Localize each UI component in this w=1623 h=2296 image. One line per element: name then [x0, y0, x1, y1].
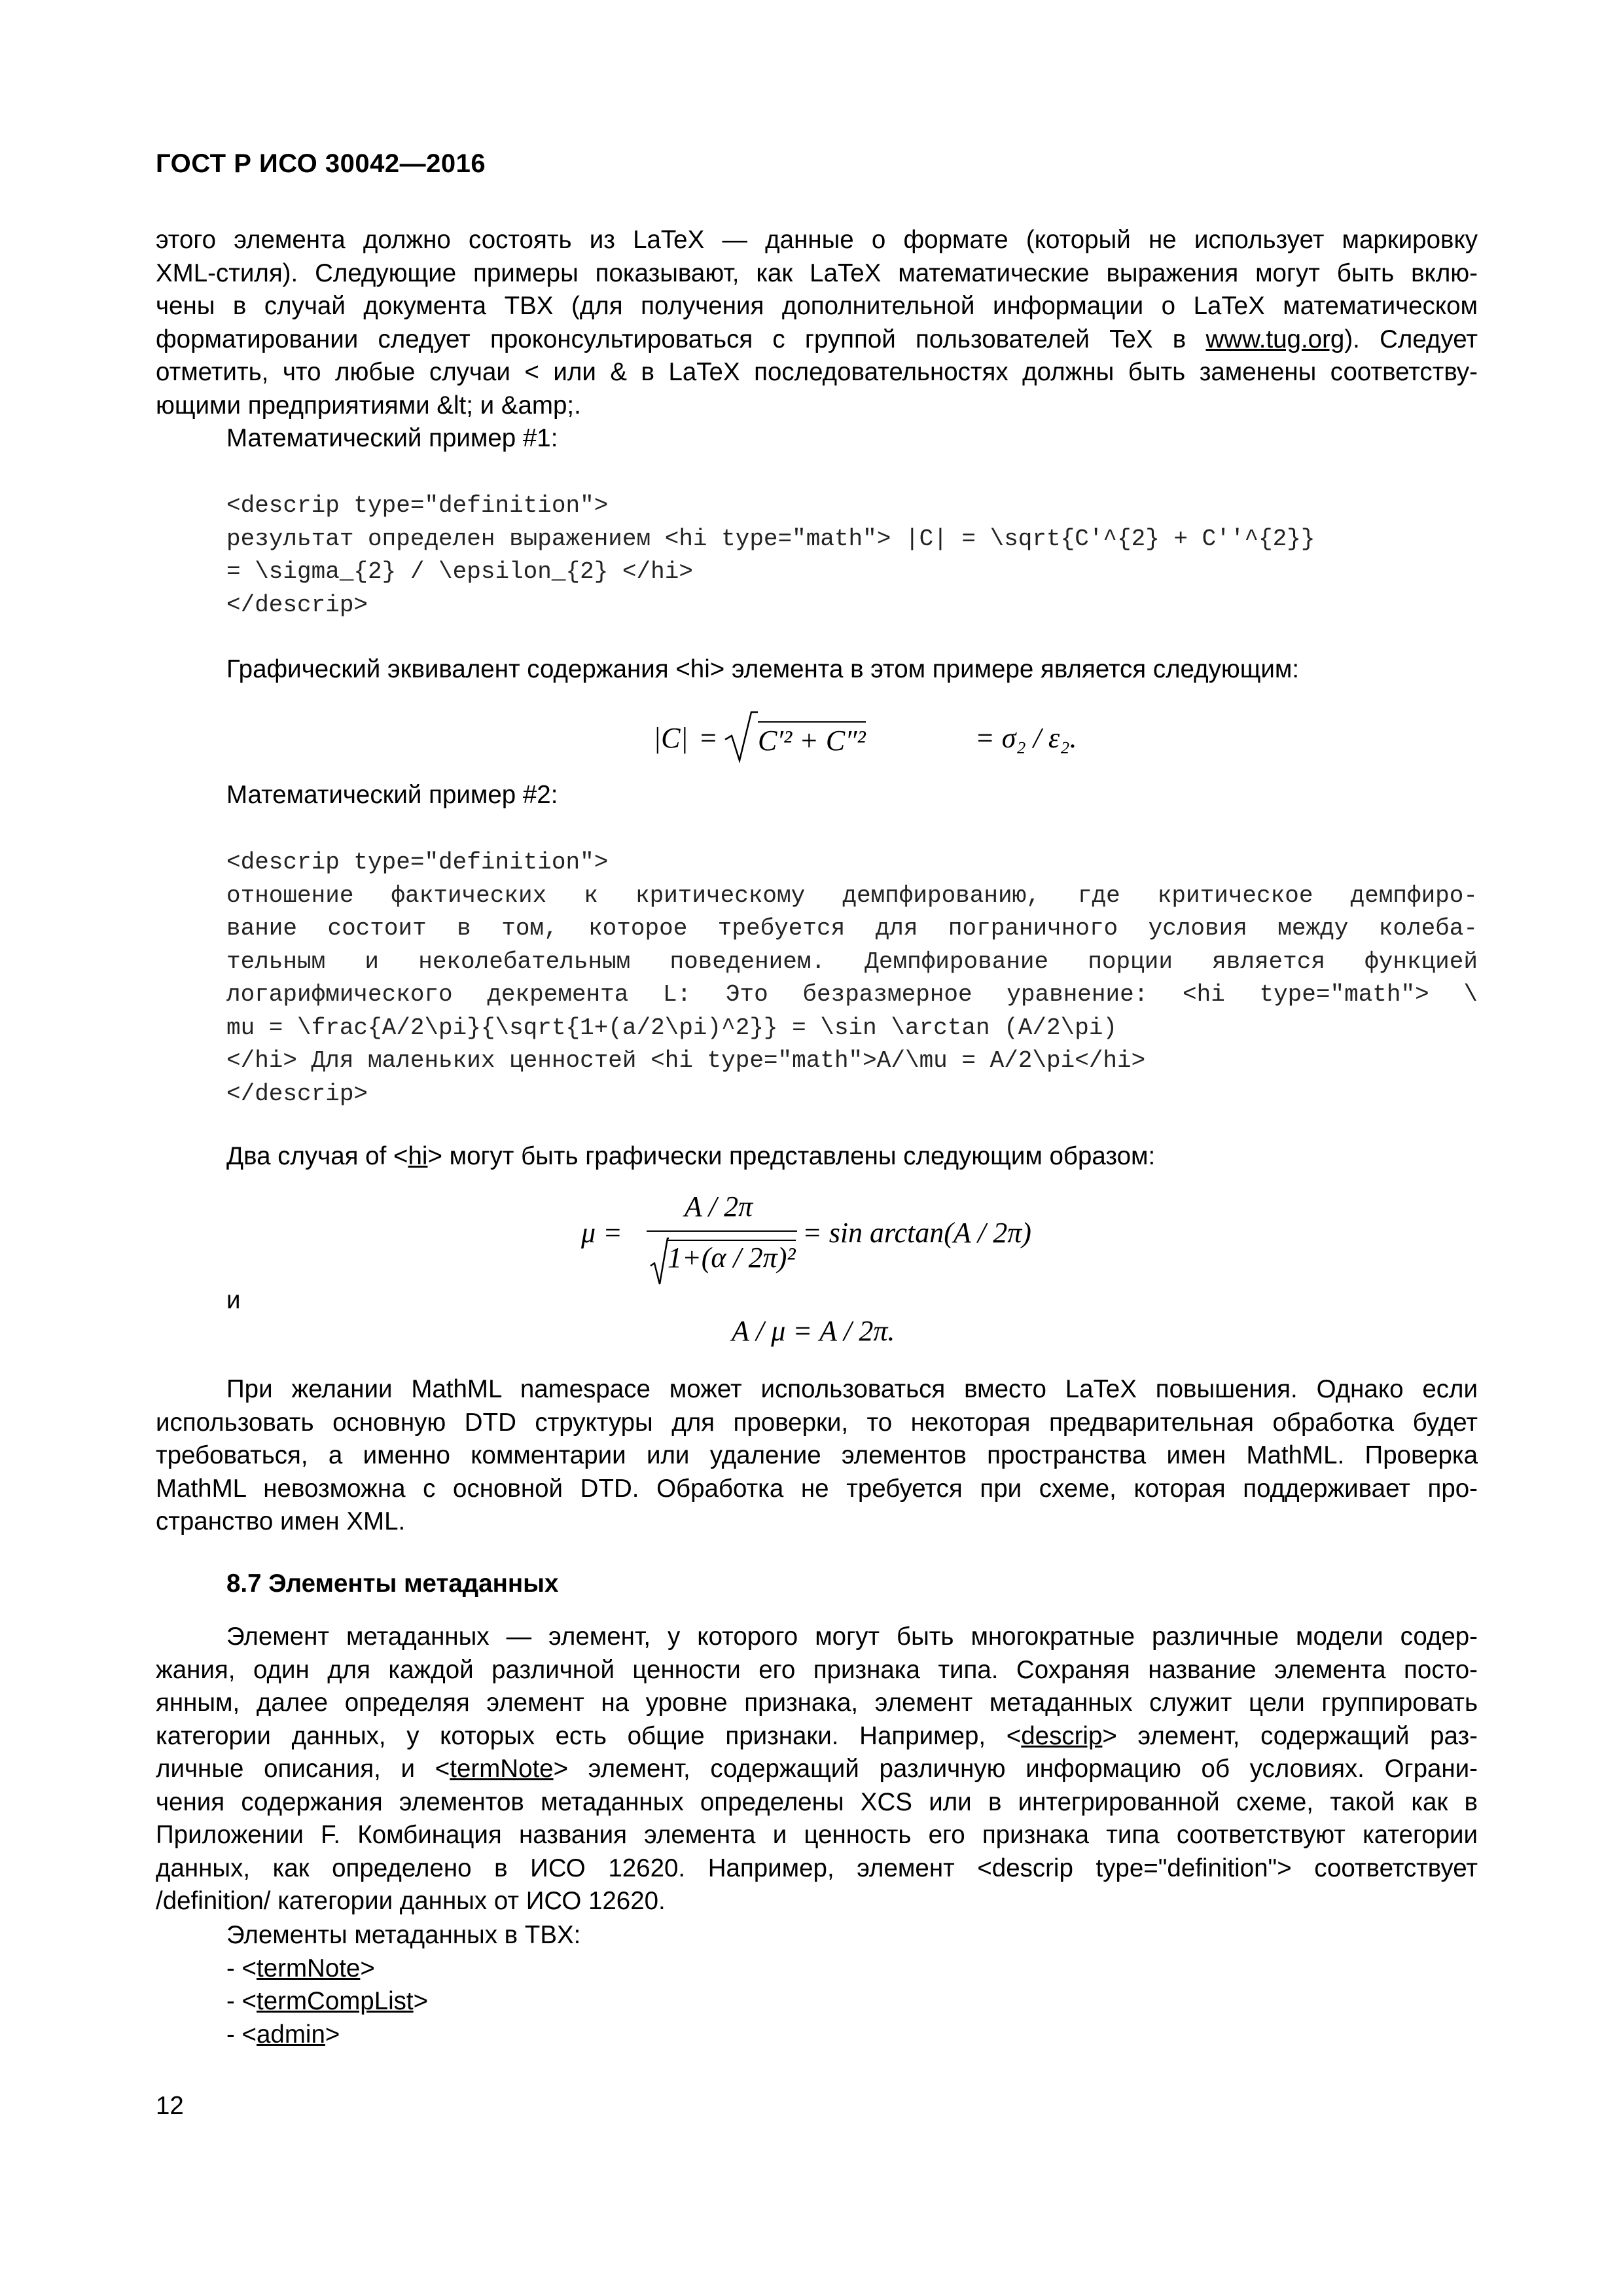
metadata-elements-list — [226, 1919, 580, 2051]
termcomplist-item-link[interactable]: termCompList — [257, 1987, 414, 2015]
text-line: ющими предприятиями &lt; и &amp;. — [156, 391, 581, 420]
code-line: отношение фактических к критическому демпфированию, где критическое демпфиро- — [226, 882, 1478, 909]
formula-2 — [581, 1190, 1236, 1288]
text-line: странство имен XML. — [156, 1507, 406, 1535]
admin-item-link[interactable]: admin — [257, 2020, 325, 2049]
section-heading: 8.7 Элементы метаданных — [226, 1570, 559, 1598]
hi-element-link[interactable]: hi — [408, 1142, 428, 1170]
text-line: чения содержания элементов метаданных определены XCS или в интегрированной схеме, такой как в — [156, 1787, 1478, 1816]
text-line: данных, как определено в ИСО 12620. Например, элемент <descrip type="definition"> соответствует — [156, 1854, 1478, 1882]
code-block-example1 — [226, 490, 1478, 622]
code-line: </hi> Для маленьких ценностей <hi type="math">A/\mu = A/2\pi</hi> — [226, 1047, 1146, 1074]
paragraph-metadata — [156, 1621, 1478, 1918]
formula1-rhs: = σ₂ / ε₂. — [975, 722, 1077, 754]
and-word: и — [226, 1286, 241, 1314]
text-line: При желании MathML namespace может использоваться вместо LaTeX повышения. Однако если — [226, 1375, 1478, 1403]
code-line: = \sigma_{2} / \epsilon_{2} </hi> — [226, 558, 693, 585]
text-line: категории данных, у которых есть общие признаки. Например, <descrip> элемент, содержащий раз- — [156, 1721, 1478, 1750]
text-line: янным, далее определяя элемент на уровне признака, элемент метаданных служит цели группировать — [156, 1689, 1478, 1717]
code-line: логарифмического декремента L: Это безразмерное уравнение: <hi type="math"> \ — [226, 981, 1478, 1008]
page-header-title: ГОСТ Р ИСО 30042—2016 — [156, 149, 486, 178]
document-page — [156, 0, 1478, 2296]
text-line: использовать основную DTD структуры для проверки, то некоторая предварительная обработка будет — [156, 1408, 1478, 1437]
code-line: результат определен выражением <hi type="math"> |C| = \sqrt{C'^{2} + C''^{2}} — [226, 525, 1315, 552]
text-line: жания, один для каждой различной ценности его признака типа. Сохраняя название элемента посто- — [156, 1655, 1478, 1684]
descrip-link[interactable]: descrip — [1021, 1721, 1103, 1750]
text-line: /definition/ категории данных от ИСО 12620. — [156, 1887, 666, 1915]
code-line: <descrip type="definition"> — [226, 849, 609, 876]
code-line: mu = \frac{A/2\pi}{\sqrt{1+(a/2\pi)^2}} = \sin \arctan (A/2\pi) — [226, 1014, 1118, 1041]
formula2-numerator: A / 2π — [684, 1191, 753, 1223]
text-line: Приложении F. Комбинация названия элемента и ценность его признака типа соответствуют категории — [156, 1821, 1478, 1849]
paragraph-latex-intro — [156, 224, 1478, 422]
formula2-rhs: = sin arctan(A / 2π) — [802, 1217, 1031, 1249]
example2-label: Математический пример #2: — [226, 781, 558, 809]
formula1-eq: = — [700, 722, 717, 754]
text-line: отметить, что любые случаи < или & в LaTeX последовательностях должны быть заменены соответству- — [156, 358, 1478, 386]
formula2-denominator: 1+(α / 2π)² — [668, 1240, 796, 1274]
termnote-link[interactable]: termNote — [450, 1755, 554, 1783]
sqrt-sign-icon — [649, 1233, 669, 1285]
code-block-example2 — [226, 846, 1478, 1111]
text-line: чены в случай документа TBX (для получения дополнительной информации о LaTeX математическом — [156, 292, 1478, 320]
text-line: личные описания, и <termNote> элемент, содержащий различную информацию об условиях. Ограни- — [156, 1755, 1478, 1783]
text-line: Элемент метаданных — элемент, у которого могут быть многократные различные модели содер- — [226, 1623, 1478, 1651]
code-line: <descrip type="definition"> — [226, 492, 609, 519]
code-line: тельным и неколебательным поведением. Демпфирование порции является функцией — [226, 948, 1478, 975]
formula2-lhs: μ = — [581, 1217, 622, 1249]
formula-3: A / μ = A / 2π. — [732, 1315, 895, 1347]
page-number: 12 — [156, 2092, 184, 2120]
text-line: XML-стиля). Следующие примеры показывают, как LaTeX математические выражения могут быть вклю- — [156, 259, 1478, 287]
text-line: этого элемента должно состоять из LaTeX — данные о формате (который не использует маркировку — [156, 226, 1478, 254]
sqrt-sign-icon — [724, 711, 758, 763]
fraction-bar — [647, 1230, 797, 1232]
example1-label: Математический пример #1: — [226, 424, 558, 452]
list-item: - <termNote> — [226, 1954, 375, 1982]
list-item: - <admin> — [226, 2020, 340, 2049]
tug-org-link[interactable]: www.tug.org — [1205, 325, 1345, 353]
formula1-lhs: |C| — [653, 722, 688, 754]
paragraph-mathml — [156, 1373, 1478, 1539]
list-intro: Элементы метаданных в TBX: — [226, 1921, 581, 1949]
text-line: MathML невозможна с основной DTD. Обработка не требуется при схеме, которая поддерживает про- — [156, 1474, 1478, 1503]
list-item: - <termCompList> — [226, 1987, 429, 2015]
formula1-radicand: C′² + C″² — [758, 721, 866, 757]
text-line: требоваться, а именно комментарии или удаление элементов пространства имен MathML. Проверка — [156, 1441, 1478, 1469]
text-line: форматировании следует проконсультироваться с группой пользователей TeX в www.tug.org). Следует — [156, 325, 1478, 353]
code-line: </descrip> — [226, 1080, 368, 1107]
termnote-item-link[interactable]: termNote — [257, 1954, 361, 1982]
formula-1 — [653, 708, 1150, 767]
code-line: вание состоит в том, которое требуется для пограничного условия между колеба- — [226, 915, 1478, 942]
graphic-caption-2: Два случая of <hi> могут быть графически представлены следующим образом: — [226, 1142, 1156, 1170]
graphic-caption-1: Графический эквивалент содержания <hi> элемента в этом примере является следующим: — [226, 655, 1300, 683]
code-line: </descrip> — [226, 591, 368, 619]
